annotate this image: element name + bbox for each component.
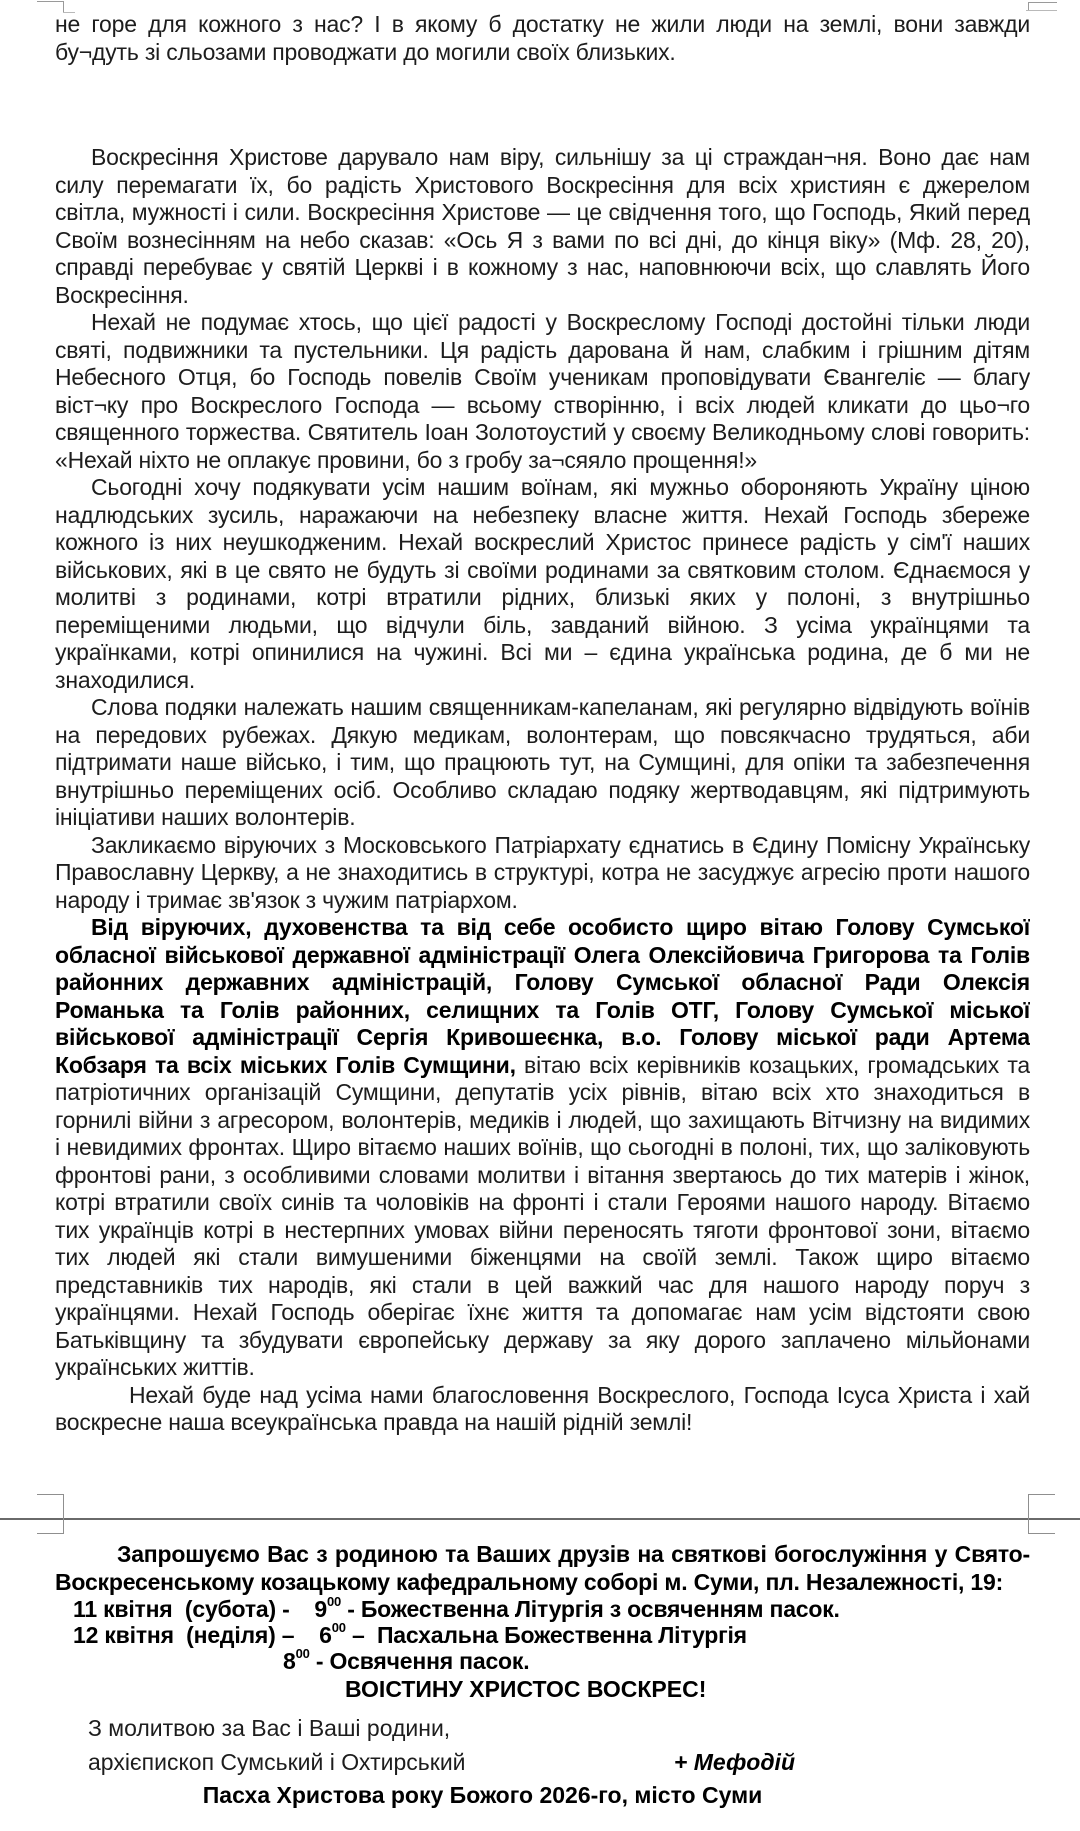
paragraph-thanks-soldiers: Сьогодні хочу подякувати усім нашим воїнам, які мужньо обороняють Україну ціною надлюдських зусиль, наражаючи на небезпеку власне життя. Нехай Господь збереже кожного із них неушкодженим. Нехай воскреслий Христос принесе радість у сім'ї наших військових, які в це свято не будуть зі своїми родинами за святковим столом. Єднаємося у молитві з родинами, котрі втратили рідних, близькі яких у полоні, з внутрішньо переміщеними людьми, що відчули біль, завданий війною. З усіма українцями та українками, котрі опинилися на чужині. Всі ми – єдина українська родина, де б ми не знаходилися.	[55, 474, 1030, 693]
page2-text-column	[55, 1540, 1030, 1809]
easter-dateline: Пасха Христова року Божого 2026-го, місто Суми	[202, 1782, 763, 1808]
schedule-time-superscript: 00	[326, 1594, 342, 1610]
bishop-signature: + Мефодій	[673, 1749, 795, 1775]
page-separator-line	[0, 1518, 1080, 1520]
bishop-title: архієпископ Сумський і Охтирський	[88, 1749, 466, 1775]
page-break	[0, 1494, 1080, 1534]
schedule-date: 12 квітня (неділя) –	[73, 1622, 320, 1648]
schedule-service: - Освячення пасок.	[309, 1648, 530, 1674]
schedule-row-saturday	[55, 1596, 1030, 1622]
schedule-time: 8	[283, 1648, 296, 1674]
easter-proclamation: ВОІСТИНУ ХРИСТОС ВОСКРЕС!	[345, 1676, 707, 1702]
schedule-row-blessing	[55, 1648, 1030, 1674]
paragraph-invitation: Запрошуємо Вас з родиною та Ваших друзів на святкові богослужіння у Свято-Воскресенському козацькому кафедральному соборі м. Суми, пл. Незалежності, 19:	[55, 1541, 1030, 1595]
paragraph-final-blessing: Нехай буде над усіма нами благословення Воскреслого, Господа Ісуса Христа і хай воскресне наша всеукраїнська правда на нашій рідній землі!	[55, 1381, 1030, 1435]
closing-prayer-line: З молитвою за Вас і Ваші родини,	[88, 1715, 451, 1741]
schedule-service: - Божественна Літургія з освяченням пасок.	[341, 1596, 840, 1622]
schedule-date: 11 квітня (субота) -	[73, 1596, 315, 1622]
text-boundary-mark-break-left	[37, 1494, 64, 1534]
schedule-time: 9	[314, 1596, 327, 1622]
paragraph-call-to-unity: Закликаємо віруючих з Московського Патріархату єднатись в Єдину Помісну Українську Православну Церкву, а не знаходитись в структурі, котра не засуджує агресію проти нашого народу і тримає зв'язок з чужим патріархом.	[55, 831, 1030, 913]
text-boundary-mark-break-right	[1028, 1494, 1055, 1534]
paragraph-intro-fragment: не горе для кожного з нас? І в якому б достатку не жили люди на землі, вони завжди бу¬дуть зі сльозами проводжати до могили своїх близьких.	[55, 11, 1030, 65]
text-boundary-mark-top-right-tail	[1026, 10, 1057, 11]
paragraph-thanks-chaplains: Слова подяки належать нашим священникам-капеланам, які регулярно відвідують воїнів на передових рубежах. Дякую медикам, волонтерам, що повсякчасно трудяться, аби підтримати наше військо, і тим, що працюють тут, на Сумщині, для опіки та забезпечення внутрішньо переміщених осіб. Особливо складаю подяку жертводавцям, які підтримують ініціативи наших волонтерів.	[55, 694, 1030, 830]
greeting-regular-run: вітаю всіх керівників козацьких, громадських та патріотичних організацій Сумщини, депутатів усіх рівнів, вітаю всіх хто знаходиться в горнилі війни з агресором, волонтерів, медиків і людей, що захищають Вітчизну на видимих і невидимих фронтах. Щиро вітаємо наших воїнів, що сьогодні в полоні, тих, що заліковують фронтові рани, з особливими словами молитви і вітання звертаюсь до тих матерів і жінок, котрі втратили своїх синів та чоловіків на фронті і стали Героями нашого народу. Вітаємо тих українців котрі в нестерпних умовах війни переносять тяготи фронтової зони, вітаємо тих людей які стали вимушеними біженцями на своїй землі. Також щиро вітаємо представників тих народів, які стали в цей важкий час для нашого народу поруч з українцями. Нехай Господь оберігає їхнє життя та допомагає нам усім відстояти свою Батьківщину та збудувати європейську державу за яку дорого заплачено мільйонами українських життів.	[55, 1051, 1030, 1380]
text-boundary-mark-top-right-horizontal	[1028, 2, 1057, 3]
schedule-time-superscript: 00	[295, 1646, 310, 1662]
paragraph-resurrection-faith: Воскресіння Христове дарувало нам віру, сильнішу за ці страждан¬ня. Воно дає нам силу перемагати їх, бо радість Христового Воскресіння для всіх християн є джерелом світла, мужності і сили. Воскресіння Христове — це свідчення того, що Господь, Який перед Своїм вознесінням на небо сказав: «Ось Я з вами по всі дні, до кінця віку» (Мф. 28, 20), справді перебуває у святій Церкві і в кожному з нас, наповнюючи всіх, що славлять Його Воскресіння.	[55, 144, 1030, 308]
paragraph-official-greeting	[55, 914, 1030, 1382]
schedule-service: – Пасхальна Божественна Літургія	[345, 1622, 747, 1648]
paragraph-joy-for-all: Нехай не подумає хтось, що цієї радості у Воскреслому Господі достойні тільки люди святі, подвижники та пустельники. Ця радість дарована й нам, слабким і грішним дітям Небесного Отця, бо Господь повелів Своїм ученикам проповідувати Євангеліє — благу віст¬ку про Воскреслого Господа — всьому створінню, і всіх людей кликати до цьо¬го священного торжества. Святитель Іоан Золотоустий у своєму Великодньому слові говорить: «Нехай ніхто не оплакує провини, бо з гробу за¬сяяло прощення!»	[55, 309, 1030, 473]
greeting-bold-run: Від віруючих, духовенства та від себе особисто щиро вітаю Голову Сумської обласної військової державної адміністрації Олега Олексійовича Григорова та Голів районних державних адміністрацій, Голову Сумської обласної Ради Олексія Романька та Голів районних, селищних та Голів ОТГ, Голову Сумської міської військової адміністрації Сергія Кривошеєнка, в.о. Голову міської ради Артема Кобзаря та всіх міських Голів Сумщини,	[55, 914, 1030, 1078]
signature-row	[55, 1749, 1030, 1776]
schedule-row-sunday	[55, 1622, 1030, 1648]
schedule-time: 6	[319, 1622, 332, 1648]
schedule-time-superscript: 00	[331, 1620, 346, 1636]
page1-text-column	[55, 0, 1030, 1437]
